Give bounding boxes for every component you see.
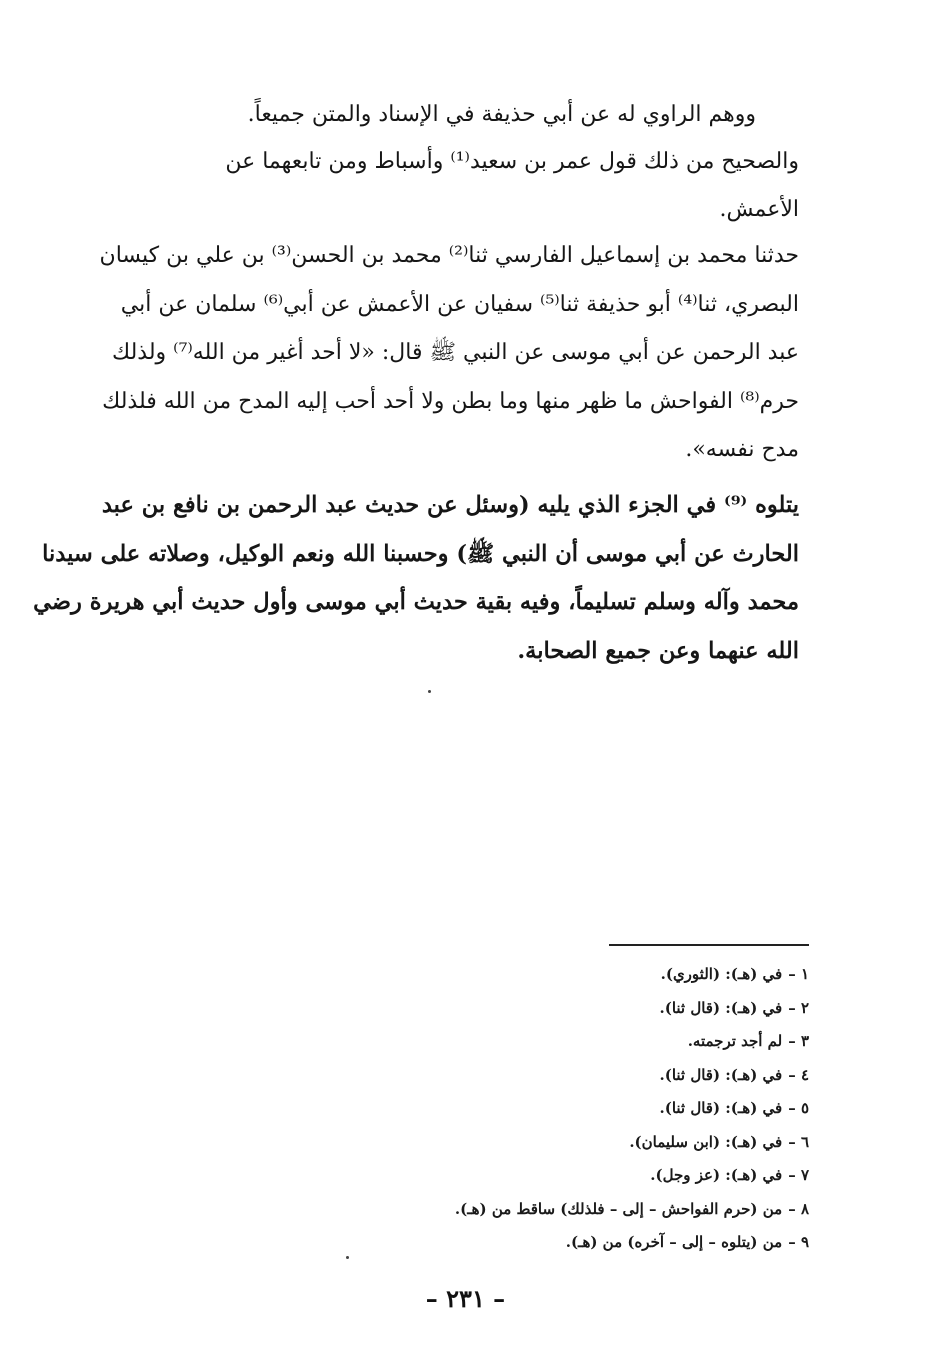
footnote-text: في (هـ): (قال ثنا).	[659, 998, 783, 1017]
footnote-text: من (حرم الفواحش – إلى – فلذلك) ساقط من (هـ).	[454, 1199, 783, 1218]
scan-speck	[346, 1256, 349, 1259]
footnote-number: ٣ –	[788, 1032, 809, 1050]
footnote-number: ٧ –	[788, 1166, 809, 1184]
text-line: والصحيح من ذلك قول عمر بن سعيد⁽¹⁾ وأسباط ومن تابعهما عن	[225, 149, 799, 174]
text-line: عبد الرحمن عن أبي موسى عن النبي ﷺ قال: «لا أحد أغير من الله⁽⁷⁾ ولذلك	[112, 340, 799, 365]
text-line: الأعمش.	[719, 197, 799, 222]
text-line: الله عنهما وعن جميع الصحابة.	[517, 637, 799, 664]
footnote-item	[289, 992, 809, 1026]
footnote-item	[289, 1126, 809, 1160]
paragraph-hadith-chain	[89, 232, 799, 475]
footnote-item	[289, 1226, 809, 1260]
text-line: محمد وآله وسلم تسليماً، وفيه بقية حديث أبي موسى وأول حديث أبي هريرة رضي	[33, 589, 799, 615]
text-line: يتلوه ⁽⁹⁾ في الجزء الذي يليه (وسئل عن حديث عبد الرحمن بن نافع بن عبد	[101, 492, 799, 518]
text-line: حدثنا محمد بن إسماعيل الفارسي ثنا⁽²⁾ محمد بن الحسن⁽³⁾ بن علي بن كيسان	[99, 243, 799, 268]
footnote-divider	[609, 944, 809, 946]
footnote-text: في (هـ): (عز وجل).	[650, 1166, 783, 1184]
footnote-item	[289, 1092, 809, 1126]
footnote-text: من (يتلوه – إلى – آخره) من (هـ).	[565, 1233, 783, 1251]
scan-speck	[428, 690, 431, 693]
text-line: ووهم الراوي له عن أبي حذيفة في الإسناد والمتن جميعاً.	[247, 102, 756, 127]
footnote-number: ٩ –	[788, 1233, 809, 1251]
footnotes-list	[289, 958, 809, 1260]
footnote-item	[289, 958, 809, 992]
footnote-number: ٨ –	[788, 1199, 809, 1218]
text-line: حرم⁽⁸⁾ الفواحش ما ظهر منها وما بطن ولا أحد أحب إليه المدح من الله فلذلك	[102, 388, 799, 414]
footnote-text: في (هـ): (الثوري).	[660, 965, 783, 983]
footnote-number: ٦ –	[788, 1132, 809, 1151]
paragraph-narrator-error	[116, 92, 756, 138]
footnote-number: ٥ –	[788, 1099, 809, 1117]
text-line: البصري، ثنا⁽⁴⁾ أبو حذيفة ثنا⁽⁵⁾ سفيان عن الأعمش عن أبي⁽⁶⁾ سلمان عن أبي	[120, 291, 799, 317]
paragraph-correct-version	[89, 138, 799, 234]
footnote-item	[289, 1025, 809, 1059]
page-number: – ٢٣١ –	[425, 1284, 506, 1313]
footnote-item	[289, 1193, 809, 1227]
footnote-number: ٢ –	[788, 998, 809, 1017]
footnote-text: لم أجد ترجمته.	[687, 1032, 783, 1050]
text-line: الحارث عن أبي موسى أن النبي ﷺ) وحسبنا الله ونعم الوكيل، وصلاته على سيدنا	[42, 540, 799, 567]
footnote-number: ١ –	[788, 965, 809, 983]
footnote-number: ٤ –	[788, 1065, 809, 1084]
footnote-text: في (هـ): (قال ثنا).	[659, 1065, 783, 1084]
text-line: مدح نفسه».	[685, 437, 799, 462]
footnote-item	[289, 1159, 809, 1193]
footnote-text: في (هـ): (ابن سليمان).	[629, 1132, 783, 1151]
paragraph-colophon	[33, 481, 799, 675]
footnote-text: في (هـ): (قال ثنا).	[659, 1099, 783, 1117]
footnote-item	[289, 1059, 809, 1093]
